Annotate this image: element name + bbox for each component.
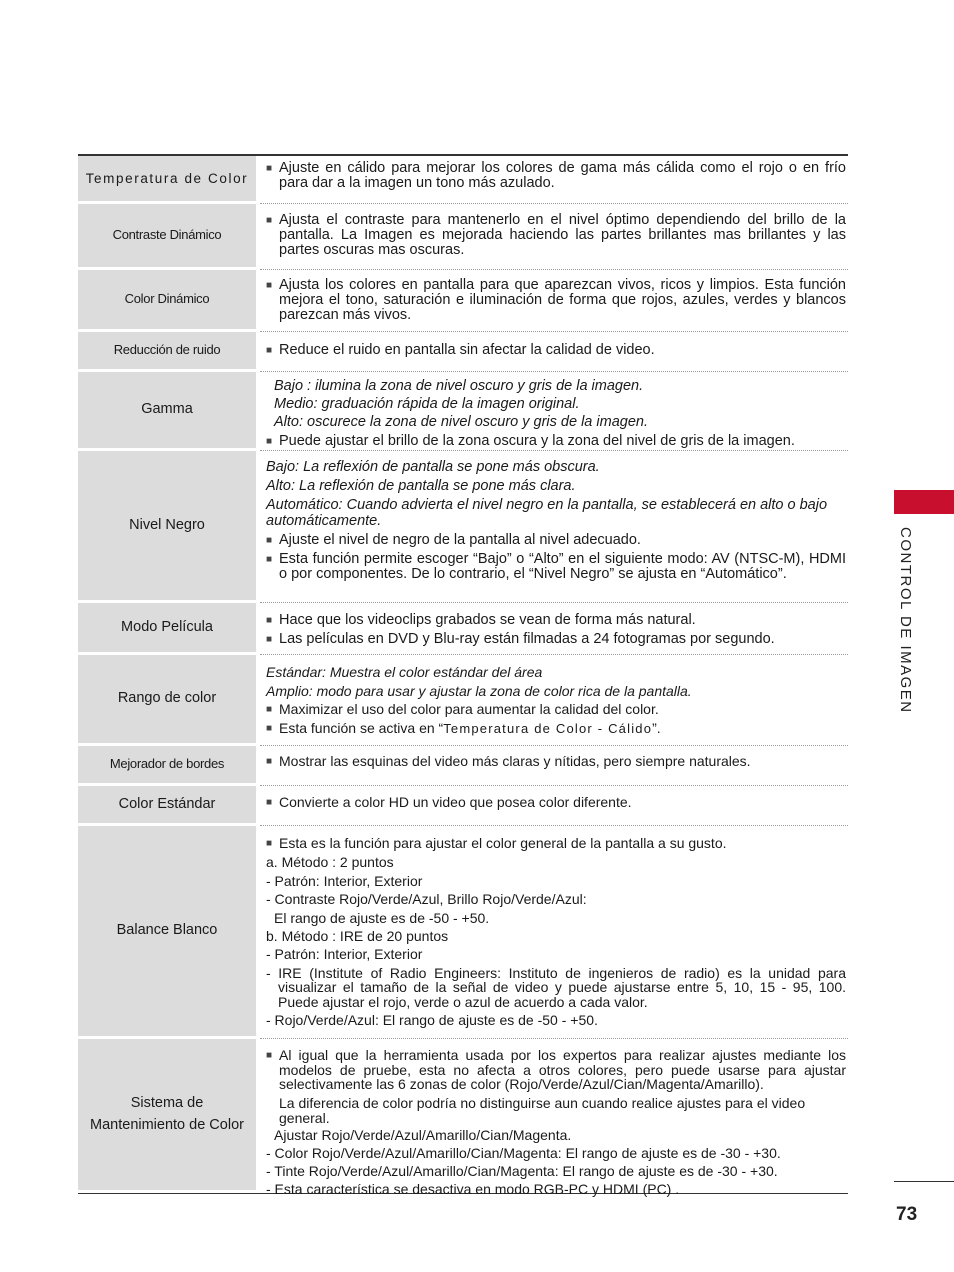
square-bullet-icon: ■ [266, 554, 273, 566]
table-row [78, 451, 848, 603]
list-item: ■ Ajuste el nivel de negro de la pantalla al nivel adecuado. [266, 531, 641, 548]
list-item: ■ Maximizar el uso del color para aumentar la calidad del color. [266, 701, 659, 718]
square-bullet-icon: ■ [266, 345, 273, 356]
row-label: Temperatura de Color [78, 156, 256, 204]
row-description [260, 746, 848, 786]
list-item: ■ Hace que los videoclips grabados se vean de forma más natural. [266, 612, 696, 628]
row-label: Color Estándar [78, 786, 256, 826]
list-item: ■ Convierte a color HD un video que posea color diferente. [266, 794, 632, 810]
square-bullet-icon: ■ [266, 838, 273, 849]
table-row [78, 372, 848, 451]
table-row [78, 156, 848, 204]
row-label: Mejorador de bordes [78, 746, 256, 786]
table-row [78, 746, 848, 786]
square-bullet-icon: ■ [266, 797, 273, 808]
square-bullet-icon: ■ [266, 756, 273, 767]
row-description [260, 204, 848, 270]
row-description [260, 332, 848, 372]
row-label: Nivel Negro [78, 451, 256, 603]
section-side-label: CONTROL DE IMAGEN [897, 527, 914, 714]
list-item: ■ Las películas en DVD y Blu-ray están filmadas a 24 fotogramas por segundo. [266, 631, 775, 648]
row-label: Color Dinámico [78, 270, 256, 332]
square-bullet-icon: ■ [266, 163, 273, 174]
list-item: ■ Al igual que la herramienta usada por los expertos para realizar ajustes mediante los modelos de pruebe, esta no afecta a otros colores, pero puede usarse para ajustar selectivamente las 6 zonas de color (Rojo/Verde/Azul/Cian/Magenta/Amarillo). [266, 1047, 846, 1093]
row-description [260, 156, 848, 204]
list-item: ■ Esta función se activa en “Temperatura de Color - Cálido”. [266, 720, 661, 737]
row-description [260, 270, 848, 332]
row-description: Bajo : ilumina la zona de nivel oscuro y gris de la imagen. Medio: graduación rápida de la imagen original. Alto: oscurece la zona de nivel oscuro y gris de la imagen. ■ Puede ajustar el brillo de la zona oscura y la zona del nivel de gris de la imagen. [260, 372, 848, 451]
list-item: ■ Ajuste en cálido para mejorar los colores de gama más cálida como el rojo o en frío para dar a la imagen un tono más azulado. [266, 160, 846, 192]
table-row [78, 786, 848, 826]
divider [894, 1181, 954, 1182]
row-label: Balance Blanco [78, 826, 256, 1039]
table-row [78, 332, 848, 372]
page-number: 73 [896, 1204, 918, 1225]
menu-term: Temperatura de Color - Cálido [443, 721, 653, 737]
row-label: Sistema de Mantenimiento de Color [78, 1039, 256, 1193]
square-bullet-icon: ■ [266, 215, 273, 226]
table-row [78, 204, 848, 270]
square-bullet-icon: ■ [266, 280, 273, 291]
settings-table [78, 154, 848, 1197]
table-row [78, 655, 848, 746]
square-bullet-icon: ■ [266, 615, 273, 626]
section-tab-marker [894, 490, 954, 514]
square-bullet-icon: ■ [266, 704, 273, 716]
table-row [78, 603, 848, 655]
row-description: Estándar: Muestra el color estándar del área Amplio: modo para usar y ajustar la zona de color rica de la pantalla. ■ Maximizar el uso del color para aumentar la calidad del color. ■ Esta función se activa en “Temperatura de Color - Cálido”. [260, 655, 848, 746]
row-description [260, 786, 848, 826]
square-bullet-icon: ■ [266, 534, 273, 546]
row-label: Gamma [78, 372, 256, 451]
row-label: Modo Película [78, 603, 256, 655]
list-item: ■ Ajusta los colores en pantalla para que aparezcan vivos, ricos y limpios. Esta función mejora el tono, saturación e iluminación de forma que rojos, azules, verdes y blancos parezcan más vivos. [266, 277, 846, 324]
table-row [78, 1039, 848, 1197]
list-item: ■ Reduce el ruido en pantalla sin afectar la calidad de video. [266, 342, 655, 358]
square-bullet-icon: ■ [266, 723, 273, 735]
list-item: ■ Mostrar las esquinas del video más claras y nítidas, pero siempre naturales. [266, 753, 751, 769]
square-bullet-icon: ■ [266, 634, 273, 646]
square-bullet-icon: ■ [266, 1050, 273, 1061]
list-item: ■ Esta función permite escoger “Bajo” o “Alto” en el siguiente modo: AV (NTSC-M), HDMI o por componentes. De lo contrario, el “Nivel Negro” se ajusta en “Automático”. [266, 551, 846, 583]
row-description: ■ Al igual que la herramienta usada por los expertos para realizar ajustes mediante los modelos de pruebe, esta no afecta a otros colores, pero puede usarse para ajustar selectivamente las 6 zonas de color (Rojo/Verde/Azul/Cian/Magenta/Amarillo). La diferencia de color podría no distinguirse aun cuando realice ajustes para el video general. Ajustar Rojo/Verde/Azul/Amarillo/Cian/Magenta. - Color Rojo/Verde/Azul/Amarillo/Cian/Magenta: El rango de ajuste es de -30 - +30. - Tinte Rojo/Verde/Azul/Amarillo/Cian/Magenta: El rango de ajuste es de -30 - +30. - Esta característica se desactiva en modo RGB-PC y HDMI (PC) . [266, 1047, 846, 1197]
table-row [78, 826, 848, 1039]
table-row [78, 270, 848, 332]
list-item: ■ Esta es la función para ajustar el color general de la pantalla a su gusto. [266, 835, 727, 851]
row-description [260, 603, 848, 655]
square-bullet-icon: ■ [266, 435, 273, 447]
list-item: ■ Ajusta el contraste para mantenerlo en el nivel óptimo dependiendo del brillo de la pantalla. La Imagen es mejorada haciendo las partes brillantes mas brillantes y las partes oscuras mas oscuras. [266, 212, 846, 259]
row-label: Rango de color [78, 655, 256, 746]
list-item: ■ Puede ajustar el brillo de la zona oscura y la zona del nivel de gris de la imagen. [266, 432, 795, 449]
row-label: Contraste Dinámico [78, 204, 256, 270]
row-description: Bajo: La reflexión de pantalla se pone más obscura. Alto: La reflexión de pantalla se pone más clara. Automático: Cuando advierta el nivel negro en la pantalla, se establecerá en alto o bajo automáticamente. ■ Ajuste el nivel de negro de la pantalla al nivel adecuado. ■ Esta función permite escoger “Bajo” o “Alto” en el siguiente modo: AV (NTSC-M), HDMI o por componentes. De lo contrario, el “Nivel Negro” se ajusta en “Automático”. [260, 451, 848, 603]
row-description: ■ Esta es la función para ajustar el color general de la pantalla a su gusto. a. Método : 2 puntos - Patrón: Interior, Exterior - Contraste Rojo/Verde/Azul, Brillo Rojo/Verde/Azul: El rango de ajuste es de -50 - +50. b. Método : IRE de 20 puntos - Patrón: Interior, Exterior - IRE (Institute of Radio Engineers: Instituto de ingenieros de radio) es la unidad para visualizar el tamaño de la señal de video y puede ajustarse entre 5, 10, 15 - 95, 100. Puede ajustar el rojo, verde o azul de acuerdo a cada valor. - Rojo/Verde/Azul: El rango de ajuste es de -50 - +50. [260, 826, 848, 1039]
row-label: Reducción de ruido [78, 332, 256, 372]
